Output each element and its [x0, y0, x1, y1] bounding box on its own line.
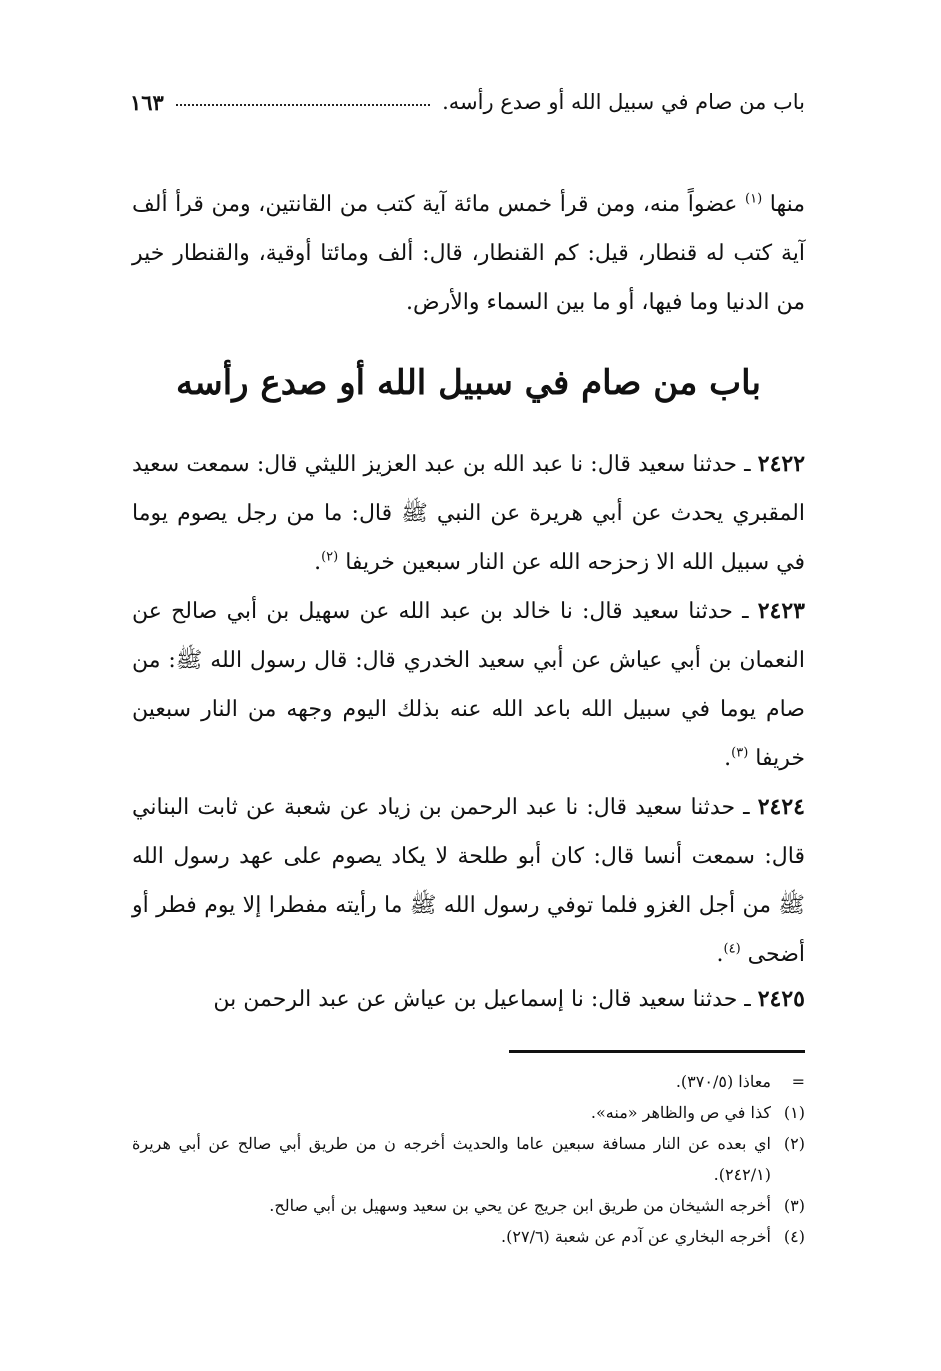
chapter-title: باب من صام في سبيل الله أو صدع رأسه: [176, 363, 761, 403]
footnote-4: [132, 1221, 805, 1252]
continuation-paragraph: [132, 180, 805, 327]
footnotes: [132, 1066, 805, 1252]
hadith-2424: [132, 783, 805, 979]
hadith-end: .: [314, 550, 322, 575]
hadith-text: ـ حدثنا سعيد قال: نا عبد الرحمن بن زياد عن شعبة عن ثابت البناني قال: سمعت أنسا قال: كان أبو طلحة لا يكاد يصوم على عهد رسول الله ﷺ من أجل الغزو فلما توفي رسول الله ﷺ ما رأيته مفطرا إلا يوم فطر أو أضحى: [132, 795, 805, 967]
footnote-mark: =: [791, 1072, 805, 1091]
footnote-text: أخرجه الشيخان من طريق ابن جريج عن يحي بن سعيد وسهيل بن أبي صالح.: [269, 1196, 771, 1215]
hadith-text: ـ حدثنا سعيد قال: نا إسماعيل بن عياش عن عبد الرحمن بن: [213, 987, 751, 1012]
footnote-2: [132, 1128, 805, 1190]
hadith-number: ٢٤٢٣: [757, 598, 805, 624]
footnote-text: اي بعده عن النار مسافة سبعين عاما والحديث أخرجه ن من طريق أبي صالح عن أبي هريرة (٢٤٢/١).: [132, 1134, 771, 1184]
hadith-number: ٢٤٢٤: [757, 794, 805, 820]
footnote-separator: [509, 1050, 805, 1053]
footnote-1: [132, 1097, 805, 1128]
hadith-2425: [132, 975, 805, 1024]
continuation-text-before: منها: [769, 192, 806, 217]
page-number: ١٦٣: [130, 89, 164, 115]
footnote-text: كذا في ص والظاهر «منه».: [590, 1103, 771, 1122]
footnote-mark: (٢): [783, 1134, 805, 1153]
hadith-end: .: [724, 746, 732, 771]
footnote-text: معاذا (٣٧٠/٥).: [675, 1072, 771, 1091]
footnote-ref-4: (٤): [723, 941, 741, 957]
hadith-number: ٢٤٢٥: [757, 986, 805, 1012]
footnote-mark: (١): [783, 1103, 805, 1122]
footnote-continuation: [132, 1066, 805, 1097]
footnote-ref-1: (١): [745, 191, 763, 207]
hadith-text: ـ حدثنا سعيد قال: نا عبد الله بن عبد العزيز الليثي قال: سمعت سعيد المقبري يحدث عن أبي هريرة عن النبي ﷺ قال: ما من رجل يصوم يوما في سبيل الله الا زحزحه الله عن النار سبعين خريفا: [132, 452, 805, 575]
hadith-number: ٢٤٢٢: [757, 451, 806, 477]
hadith-end: .: [716, 942, 724, 967]
running-header-title: باب من صام في سبيل الله أو صدع رأسه.: [442, 90, 805, 114]
footnote-mark: (٤): [783, 1227, 805, 1246]
footnote-ref-3: (٣): [731, 745, 749, 761]
hadith-2423: [132, 587, 805, 783]
continuation-text-after: عضواً منه، ومن قرأ خمس مائة آية كتب من القانتين، ومن قرأ ألف آية كتب له قنطار، قيل: كم القنطار، قال: ألف ومائتا أوقية، والقنطار خير من الدنيا وما فيها، أو ما بين السماء والأرض.: [132, 192, 805, 315]
footnote-mark: (٣): [783, 1196, 805, 1215]
footnote-text: أخرجه البخاري عن آدم عن شعبة (٢٧/٦).: [501, 1227, 771, 1246]
header-dotted-leader: [176, 104, 430, 106]
footnote-ref-2: (٢): [321, 549, 339, 565]
footnote-3: [132, 1190, 805, 1221]
hadith-2422: [132, 440, 805, 587]
hadith-text: ـ حدثنا سعيد قال: نا خالد بن عبد الله عن سهيل بن أبي صالح عن النعمان بن أبي عياش عن أبي سعيد الخدري قال: قال رسول الله ﷺ: من صام يوما في سبيل الله باعد الله عنه بذلك اليوم وجهه من النار سبعين خريفا: [132, 599, 805, 771]
running-header: [130, 82, 805, 122]
